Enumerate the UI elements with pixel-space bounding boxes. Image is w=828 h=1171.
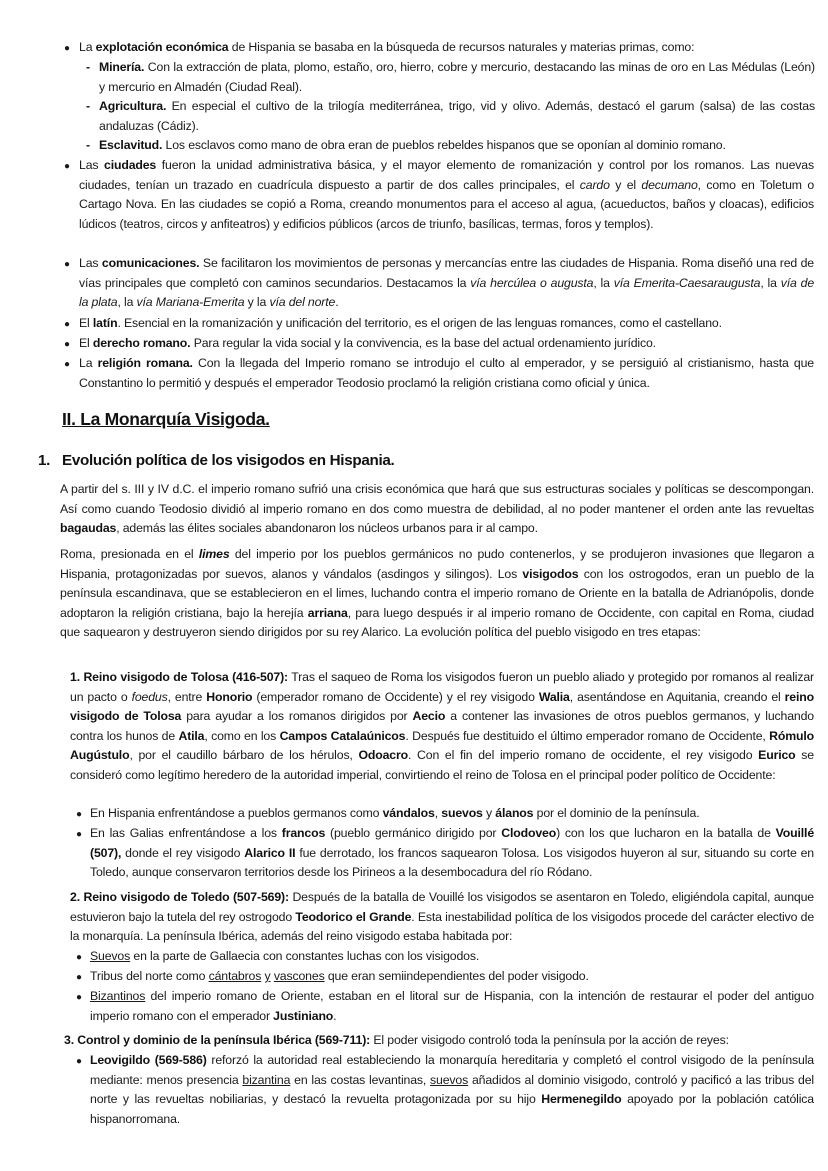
- subitem-esclavitud: Esclavitud. Los esclavos como mano de obra eran de pueblos rebeldes hispanos que se oponían al dominio romano.: [99, 138, 726, 152]
- section-title: II. La Monarquía Visigoda.: [62, 409, 270, 429]
- bullet-icon: ●: [64, 339, 70, 350]
- bullet-ciudades: Las ciudades fueron la unidad administrativa básica, y el mayor elemento de romanización y control por los romanos. Las nuevas ciudades, tenían un trazado en cuadrícula dispuesto a partir de dos calles principales, el cardo y el decumano, como en Toletum o Cartago Nova. En las ciudades se copió a Roma, creando monumentos para el acceso al agua, (acueductos, baños y cloacas), edificios lúdicos (teatros, circos y anfiteatros) y edificios públicos (arcos de triunfo, basílicas, termas, foros y templos).: [79, 158, 815, 231]
- subitem-agricultura: Agricultura. En especial el cultivo de la trilogía mediterránea, trigo, vid y olivo. Además, destacó el garum (salsa) de las costas andaluzas (Cádiz).: [99, 99, 815, 133]
- bullet-icon: ●: [64, 161, 70, 172]
- subitem-mineria: Minería. Con la extracción de plata, plomo, estaño, oro, hierro, cobre y mercurio, destacando las minas de oro en Las Médulas (León) y mercurio en Almadén (Ciudad Real).: [99, 60, 815, 94]
- toledo-bullet-suevos: Suevos en la parte de Gallaecia con constantes luchas con los visigodos.: [90, 949, 480, 963]
- bullet-icon: ●: [76, 829, 82, 840]
- bullet-latin: El latín. Esencial en la romanización y unificación del territorio, es el origen de las lenguas romances, como el castellano.: [79, 316, 722, 330]
- subsection-title: [38, 452, 394, 469]
- subsection-number: 1.: [38, 452, 51, 469]
- toledo-bullet-tribus: Tribus del norte como cántabros y vascones que eran semiindependientes del poder visigodo.: [90, 969, 589, 983]
- tolosa-bullet-galias: En las Galias enfrentándose a los francos (pueblo germánico dirigido por Clodoveo) con los que lucharon en la batalla de Vouillé (507), donde el rey visigodo Alarico II fue derrotado, los francos saquearon Tolosa. Los visigodos huyeron al sur, situando su corte en Toledo, aunque conservaron territorios desde los Pirineos a la desembocadura del río Ródano.: [90, 826, 815, 880]
- paragraph-intro: A partir del s. III y IV d.C. el imperio romano sufrió una crisis económica que hará que sus estructuras sociales y políticas se descompongan. Así como cuando Teodosio dividió al imperio romano en dos como muestra de debilidad, al no poder mantener el orden ante las revueltas bagaudas, además las élites sociales abandonaron los núcleos urbanos para ir al campo.: [60, 482, 814, 536]
- bullet-icon: ●: [76, 952, 82, 963]
- paragraph-roma: Roma, presionada en el limes del imperio por los pueblos germánicos no pudo contenerlos, y se produjeron invasiones que llegaron a Hispania, protagonizadas por suevos, alanos y vándalos (asdingos y silingos). Los visigodos con los ostrogodos, eran un pueblo de la península escandinava, que se establecieron en el limes, luchando contra el imperio romano de Oriente en la batalla de Adrianópolis, donde adoptaron la religión cristiana, bajo la herejía arriana, para luego después ir al imperio romano de Occidente, con capital en Roma, ciudad que saquearon y destruyeron siendo dirigidos por su rey Alarico. La evolución política del pueblo visigodo en tres etapas:: [60, 547, 815, 640]
- bullet-derecho: El derecho romano. Para regular la vida social y la convivencia, es la base del actual ordenamiento jurídico.: [79, 336, 656, 350]
- stage-control: 3. Control y dominio de la península Ibérica (569-711): El poder visigodo controló toda la península por la acción de reyes:: [64, 1033, 729, 1047]
- tolosa-bullet-hispania: En Hispania enfrentándose a pueblos germanos como vándalos, suevos y álanos por el dominio de la península.: [90, 806, 700, 820]
- dash-icon: -: [86, 99, 90, 113]
- bullet-icon: ●: [64, 43, 70, 54]
- control-bullet-leovigildo: Leovigildo (569-586) reforzó la autoridad real estableciendo la monarquía hereditaria y completó el control visigodo de la península mediante: menos presencia bizantina en las costas levantinas, suevos añadidos al dominio visigodo, controló y pacificó a las tribus del norte y las revueltas nobiliarias, y destacó la revuelta protagonizada por su hijo Hermenegildo apoyado por la población católica hispanorromana.: [90, 1053, 814, 1126]
- bullet-icon: ●: [76, 809, 82, 820]
- bullet-icon: ●: [76, 992, 82, 1003]
- dash-icon: -: [86, 60, 90, 74]
- bullet-comunicaciones: Las comunicaciones. Se facilitaron los movimientos de personas y mercancías entre las ciudades de Hispania. Roma diseñó una red de vías principales que completó con caminos secundarios. Destacamos la vía hercúlea o augusta, la vía Emerita-Caesaraugusta, la vía de la plata, la vía Mariana-Emerita y la vía del norte.: [79, 256, 815, 310]
- subsection-text: Evolución política de los visigodos en Hispania.: [62, 452, 395, 469]
- bullet-explotacion: La explotación económica de Hispania se basaba en la búsqueda de recursos naturales y materias primas, como:: [79, 40, 695, 54]
- bullet-religion: La religión romana. Con la llegada del Imperio romano se introdujo el culto al emperador, y se persiguió al cristianismo, hasta que Constantino lo permitió y después el emperador Teodosio proclamó la religión cristiana como oficial y única.: [79, 356, 814, 390]
- bullet-icon: ●: [64, 319, 70, 330]
- stage-tolosa: 1. Reino visigodo de Tolosa (416-507): Tras el saqueo de Roma los visigodos fueron un pueblo aliado y protegido por romanos al realizar un pacto o foedus, entre Honorio (emperador romano de Occidente) y el rey visigodo Walia, asentándose en Aquitania, creando el reino visigodo de Tolosa para ayudar a los romanos dirigidos por Aecio a contener las invasiones de otros pueblos germanos, y luchando contra los hunos de Atila, como en los Campos Catalaúnicos. Después fue destituido el último emperador romano de Occidente, Rómulo Augústulo, por el caudillo bárbaro de los hérulos, Odoacro. Con el fin del imperio romano de occidente, el rey visigodo Eurico se consideró como legítimo heredero de la autoridad imperial, convirtiendo el reino de Tolosa en el principal poder político de Occidente:: [70, 670, 815, 782]
- bullet-icon: ●: [64, 359, 70, 370]
- toledo-bullet-bizantinos: Bizantinos del imperio romano de Oriente, estaban en el litoral sur de Hispania, con la intención de restaurar el poder del antiguo imperio romano con el emperador Justiniano.: [90, 989, 814, 1023]
- bullet-icon: ●: [64, 259, 70, 270]
- stage-toledo: 2. Reino visigodo de Toledo (507-569): Después de la batalla de Vouillé los visigodos se asentaron en Toledo, eligiéndola capital, aunque estuvieron bajo la tutela del rey ostrogodo Teodorico el Grande. Esta inestabilidad política de los visigodos procede del carácter electivo de la monarquía. La península Ibérica, además del reino visigodo estaba habitada por:: [70, 890, 815, 944]
- bullet-icon: ●: [76, 1056, 82, 1067]
- bullet-icon: ●: [76, 972, 82, 983]
- dash-icon: -: [86, 138, 90, 152]
